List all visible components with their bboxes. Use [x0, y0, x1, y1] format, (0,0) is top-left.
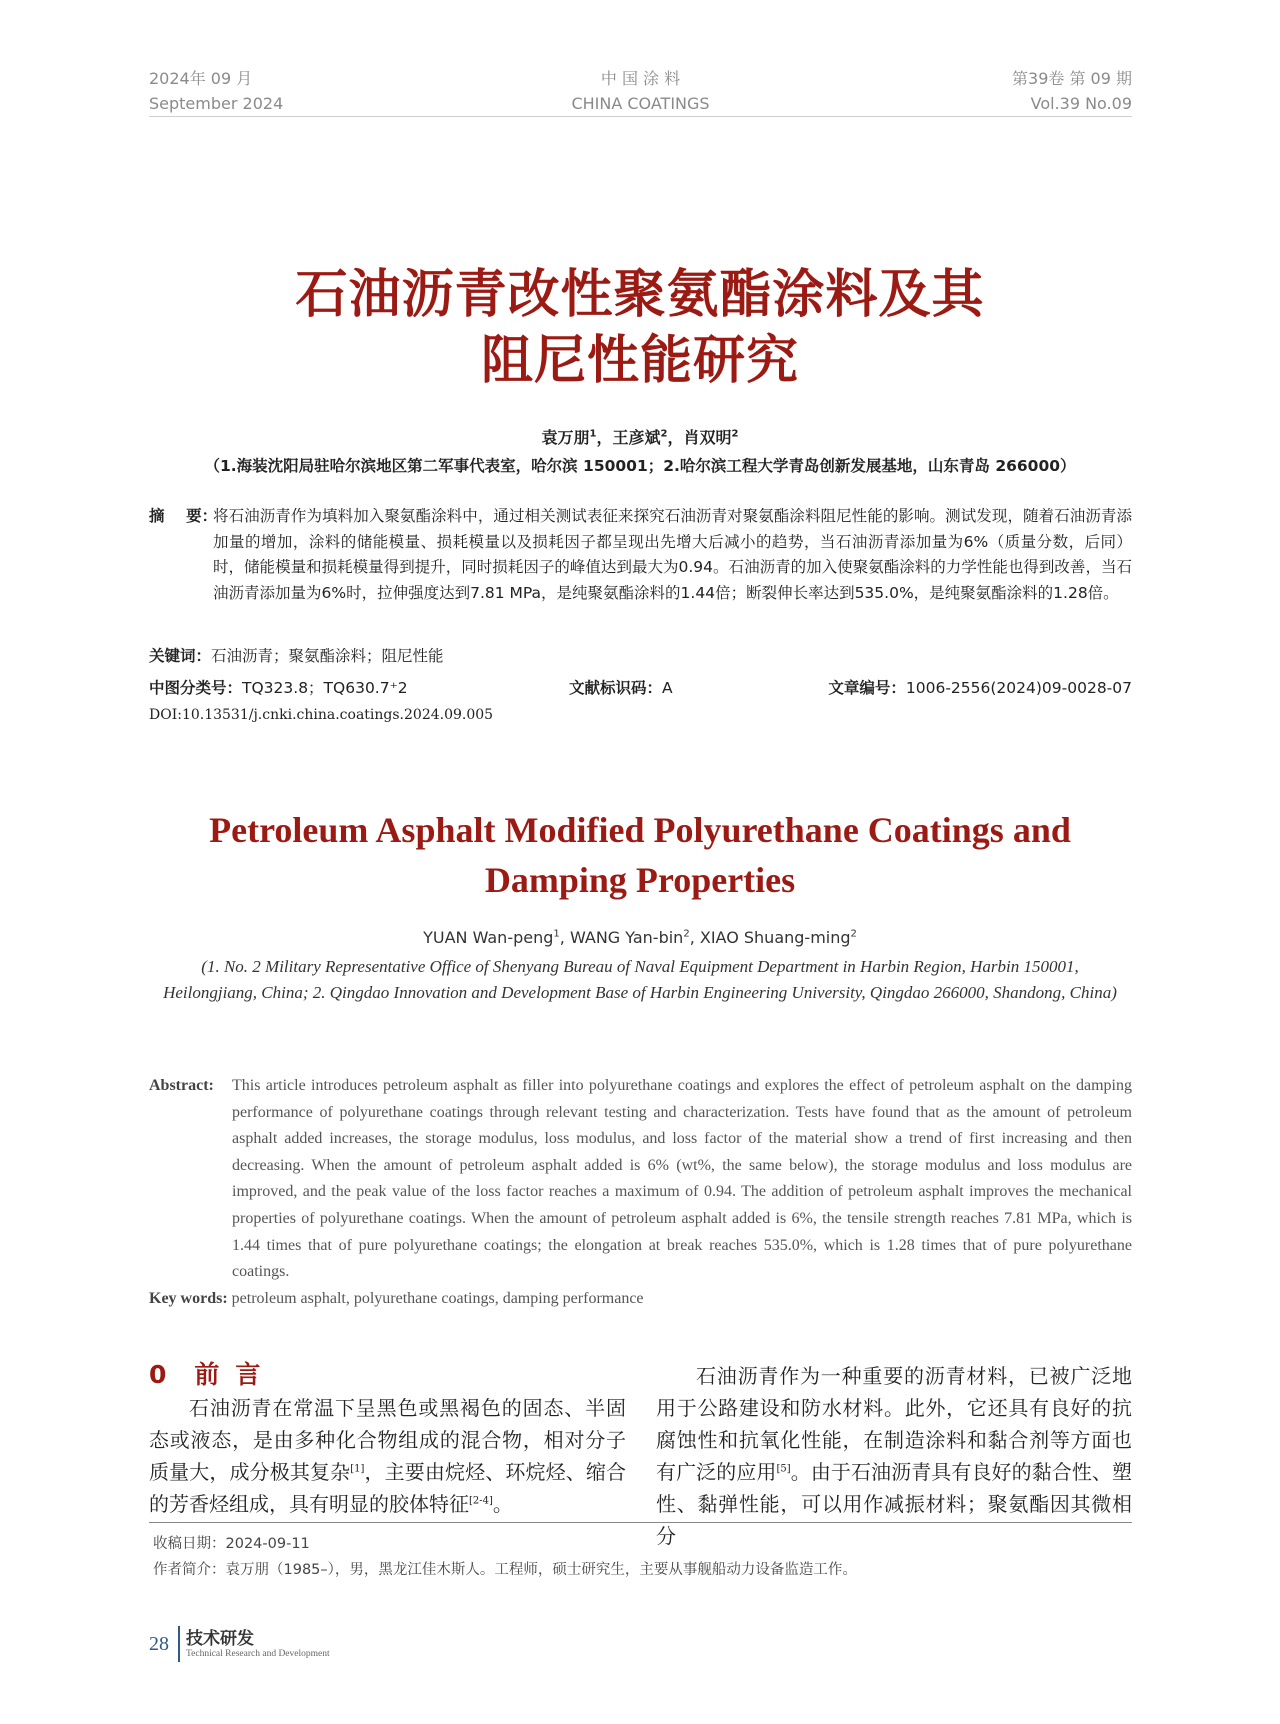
- author-name: YUAN Wan-peng: [423, 928, 554, 947]
- english-abstract-text: This article introduces petroleum asphalt as filler into polyurethane coatings and explores the effect of petroleum asphalt on the damping performance of polyurethane coatings through relevant testing and characterization. Tests have found that as the amount of petroleum asphalt added increases, the storage modulus, loss modulus, and loss factor of the material show a trend of first increasing and then decreasing. When the amount of petroleum asphalt added is 6% (wt%, the same below), the storage modulus and loss modulus are improved, and the peak value of the loss factor reaches a maximum of 0.94. The addition of petroleum asphalt improves the mechanical properties of polyurethane coatings. When the amount of petroleum asphalt added is 6%, the tensile strength reaches 7.81 MPa, which is 1.44 times that of pure polyurethane coatings; the elongation at break reaches 535.0%, which is 1.28 times that of pure polyurethane coatings.: [232, 1077, 1132, 1281]
- section-heading: [149, 1355, 276, 1391]
- page-number: 28: [149, 1633, 169, 1655]
- footnote-received-date: 收稿日期：2024-09-11: [153, 1536, 310, 1552]
- author-separator: ,: [689, 928, 700, 947]
- body-text: 。由于石油沥青具有良好的黏合性、塑性、黏弹性能，可以用作减振材料；聚氨酯因其微相分: [656, 1460, 1133, 1548]
- author-affiliation-mark: 2: [683, 928, 690, 940]
- english-affiliation: (1. No. 2 Military Representative Office of Shenyang Bureau of Naval Equipment Department in Harbin Region, Harbin 150001, Heilongjiang, China; 2. Qingdao Innovation and Development Base of Harbin Engineering University, Qingdao 266000, Shandong, China): [163, 957, 1117, 1002]
- footer-section-cn: 技术研发: [186, 1629, 254, 1649]
- running-header: [149, 66, 1132, 117]
- header-journal-cn: 中 国 涂 料: [600, 69, 681, 88]
- body-text: 石油沥青在常温下呈黑色或黑褐色的固态、半固态或液态，是由多种化合物组成的混合物，相对分子质量大，成分极其复杂: [149, 1396, 626, 1484]
- english-keywords-text: petroleum asphalt, polyurethane coatings, damping performance: [231, 1290, 644, 1307]
- header-issue-en: Vol.39 No.09: [1030, 94, 1132, 113]
- english-keywords: [149, 1290, 644, 1308]
- author-affiliation-mark: 2: [850, 928, 857, 940]
- article-number-value: 1006-2556(2024)09-0028-07: [905, 679, 1132, 697]
- english-title-line-1: Petroleum Asphalt Modified Polyurethane Coatings and: [209, 810, 1071, 850]
- chinese-keywords-text: 石油沥青；聚氨酯涂料；阻尼性能: [211, 647, 444, 665]
- clc-value: TQ323.8；TQ630.7⁺2: [242, 679, 408, 697]
- header-journal-en: CHINA COATINGS: [571, 94, 710, 113]
- author-name: WANG Yan-bin: [569, 928, 684, 947]
- footnote-divider: [149, 1522, 1132, 1523]
- body-column-right: [656, 1360, 1132, 1552]
- chinese-title-line-1: 石油沥青改性聚氨酯涂料及其: [295, 265, 985, 325]
- article-number: [828, 676, 1132, 698]
- english-title-line-2: Damping Properties: [484, 860, 796, 900]
- author-name: 袁万朋: [541, 428, 590, 447]
- author-separator: ,: [559, 928, 570, 947]
- body-paragraph: [656, 1360, 1132, 1552]
- author-separator: ，: [596, 428, 613, 447]
- chinese-keywords: [149, 644, 444, 666]
- footer-section-en: Technical Research and Development: [186, 1649, 330, 1659]
- doi: DOI:10.13531/j.cnki.china.coatings.2024.09.005: [149, 707, 494, 723]
- english-authors: [0, 928, 1280, 947]
- chinese-title-line-2: 阻尼性能研究: [480, 331, 799, 391]
- chinese-affiliation: （1.海装沈阳局驻哈尔滨地区第二军事代表室，哈尔滨 150001；2.哈尔滨工程大学青岛创新发展基地，山东青岛 266000）: [204, 457, 1076, 475]
- section-number: 0: [149, 1360, 169, 1389]
- footer-divider: [178, 1626, 180, 1662]
- author-affiliation-mark: 1: [553, 928, 560, 940]
- clc-number: [149, 676, 408, 698]
- body-column-left: [149, 1392, 626, 1520]
- section-title: 前言: [194, 1360, 277, 1389]
- english-abstract-label: Abstract:: [149, 1077, 214, 1094]
- header-journal: [149, 66, 1132, 116]
- chinese-abstract: [149, 504, 1132, 606]
- english-abstract: [149, 1073, 1132, 1286]
- english-title: [0, 805, 1280, 905]
- author-name: XIAO Shuang-ming: [699, 928, 851, 947]
- document-code-label: 文献标识码：: [569, 679, 663, 697]
- body-paragraph: [149, 1392, 626, 1520]
- chinese-keywords-label: 关键词：: [149, 647, 212, 665]
- citation-mark: [2-4]: [469, 1495, 493, 1507]
- author-affiliation-mark: 2: [660, 428, 668, 440]
- header-date-cn: 2024年 09 月: [149, 69, 253, 88]
- author-affiliation-mark: 2: [731, 428, 739, 440]
- author-affiliation-mark: 1: [589, 428, 597, 440]
- classification-line: [149, 676, 1132, 700]
- body-text: 。: [492, 1492, 513, 1516]
- chinese-abstract-label: 摘 要：: [149, 507, 218, 525]
- english-keywords-label: Key words:: [149, 1290, 228, 1307]
- citation-mark: [5]: [776, 1463, 791, 1475]
- header-issue-cn: 第39卷 第 09 期: [1012, 69, 1132, 88]
- body-text: 石油沥青作为一种重要的沥青材料，已被广泛地用于公路建设和防水材料。此外，它还具有良好的抗腐蚀性和抗氧化性能，在制造涂料和黏合剂等方面也有广泛的应用: [656, 1364, 1132, 1484]
- document-code: [569, 676, 673, 698]
- header-issue: [1012, 66, 1132, 116]
- clc-label: 中图分类号：: [149, 679, 243, 697]
- footnote-author-bio: 作者简介：袁万朋（1985–），男，黑龙江佳木斯人。工程师，硕士研究生，主要从事舰船动力设备监造工作。: [153, 1562, 857, 1578]
- author-name: 肖双明: [683, 428, 732, 447]
- author-name: 王彦斌: [612, 428, 661, 447]
- citation-mark: [1]: [350, 1463, 365, 1475]
- author-separator: ，: [667, 428, 684, 447]
- article-number-label: 文章编号：: [828, 679, 906, 697]
- chinese-title: [0, 262, 1280, 394]
- body-text: ，主要由烷烃、环烷烃、缩合的芳香烃组成，具有明显的胶体特征: [149, 1460, 627, 1516]
- chinese-abstract-text: 将石油沥青作为填料加入聚氨酯涂料中，通过相关测试表征来探究石油沥青对聚氨酯涂料阻尼性能的影响。测试发现，随着石油沥青添加量的增加，涂料的储能模量、损耗模量以及损耗因子都呈现出先增大后减小的趋势，当石油沥青添加量为6%（质量分数，后同）时，储能模量和损耗模量得到提升，同时损耗因子的峰值达到最大为0.94。石油沥青的加入使聚氨酯涂料的力学性能也得到改善，当石油沥青添加量为6%时，拉伸强度达到7.81 MPa，是纯聚氨酯涂料的1.44倍；断裂伸长率达到535.0%，是纯聚氨酯涂料的1.28倍。: [213, 507, 1132, 602]
- document-code-value: A: [662, 679, 673, 697]
- header-date-en: September 2024: [149, 94, 284, 113]
- chinese-authors: [0, 425, 1280, 448]
